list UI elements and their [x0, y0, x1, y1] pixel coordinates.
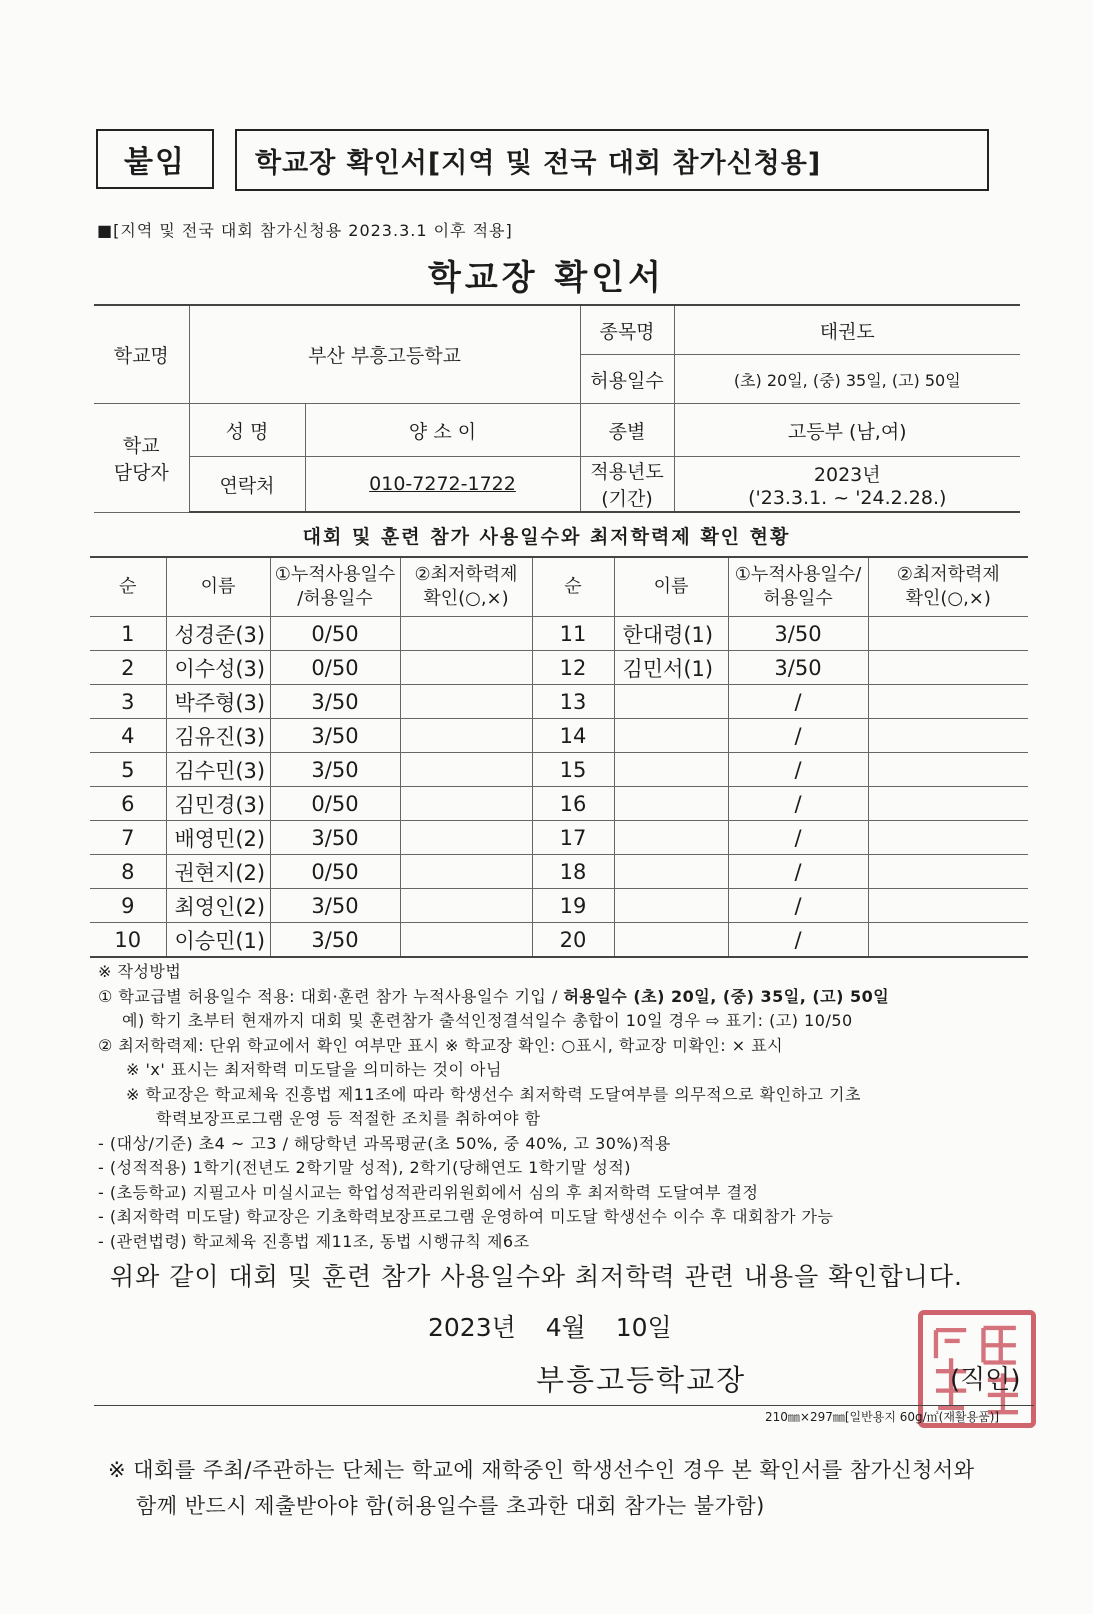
seal-label: (직인)	[950, 1365, 1021, 1395]
contact-label: 연락처	[189, 457, 305, 513]
student-name-right	[614, 685, 728, 719]
header-check-left-2: 확인(○,×)	[423, 588, 509, 609]
row-number-left: 3	[90, 685, 166, 719]
instruction-detail-4: - (최저학력 미도달) 학교장은 기초학력보장프로그램 운영하여 미도달 학생선수 이수 후 대회참가 가능	[98, 1207, 834, 1226]
days-used-right: /	[728, 753, 868, 787]
table-row	[90, 821, 1028, 855]
days-used-left: 3/50	[270, 753, 400, 787]
academic-check-left	[400, 651, 532, 685]
instructions-heading: ※ 작성방법	[98, 962, 182, 981]
student-name-left: 성경준(3)	[166, 617, 270, 651]
academic-check-right	[868, 719, 1028, 753]
year-label	[580, 457, 674, 513]
days-used-right: 3/50	[728, 617, 868, 651]
footer-line-1: ※ 대회를 주최/주관하는 단체는 학교에 재학중인 학생선수인 경우 본 확인서를 참가신청서와	[108, 1458, 975, 1482]
days-used-right: /	[728, 923, 868, 958]
row-number-right: 15	[532, 753, 614, 787]
principal-name: 부흥고등학교장	[536, 1363, 747, 1397]
row-number-left: 7	[90, 821, 166, 855]
days-used-left: 3/50	[270, 889, 400, 923]
name-value: 양 소 이	[305, 404, 580, 457]
days-used-right: /	[728, 787, 868, 821]
academic-check-right	[868, 889, 1028, 923]
manager-label-line1: 학교	[122, 434, 160, 457]
instruction-note-1: ※ 'x' 표시는 최저학력 미도달을 의미하는 것이 아님	[126, 1060, 502, 1079]
days-used-left: 3/50	[270, 685, 400, 719]
table-row	[90, 855, 1028, 889]
days-used-left: 3/50	[270, 719, 400, 753]
row-number-left: 2	[90, 651, 166, 685]
header-check-right	[868, 557, 1028, 617]
academic-check-left	[400, 889, 532, 923]
row-number-left: 1	[90, 617, 166, 651]
days-used-left: 3/50	[270, 923, 400, 958]
allowed-days-value: (초) 20일, (중) 35일, (고) 50일	[674, 355, 1020, 404]
category-value: 고등부 (남,여)	[674, 404, 1020, 457]
academic-check-left	[400, 923, 532, 958]
days-used-right: /	[728, 821, 868, 855]
header-days-left-2: /허용일수	[297, 588, 373, 609]
instruction-item-2: ② 최저학력제: 단위 학교에서 확인 여부만 표시 ※ 학교장 확인: ○표시, 학교장 미확인: × 표시	[98, 1035, 784, 1055]
footer-note	[108, 1452, 975, 1524]
table-row	[90, 889, 1028, 923]
name-label: 성 명	[189, 404, 305, 457]
row-number-right: 19	[532, 889, 614, 923]
academic-check-left	[400, 821, 532, 855]
instruction-note-2a: ※ 학교장은 학교체육 진흥법 제11조에 따라 학생선수 최저학력 도달여부를 의무적으로 확인하고 기초	[126, 1084, 861, 1104]
table-row	[90, 923, 1028, 958]
days-used-right: 3/50	[728, 651, 868, 685]
student-name-left: 이승민(1)	[166, 923, 270, 958]
row-number-right: 18	[532, 855, 614, 889]
contact-value: 010-7272-1722	[369, 473, 516, 495]
days-used-right: /	[728, 685, 868, 719]
school-info-table	[94, 304, 1020, 513]
student-name-left: 배영민(2)	[166, 821, 270, 855]
school-value: 부산 부흥고등학교	[189, 305, 580, 404]
header-check-left-1: ②최저학력제	[414, 564, 518, 585]
header-days-left-1: ①누적사용일수	[274, 564, 396, 585]
category-label: 종별	[580, 404, 674, 457]
student-name-left: 박주형(3)	[166, 685, 270, 719]
header-no-right: 순	[532, 557, 614, 617]
row-number-right: 12	[532, 651, 614, 685]
student-table	[90, 556, 1028, 958]
row-number-right: 11	[532, 617, 614, 651]
footer-divider	[94, 1405, 1034, 1406]
row-number-right: 14	[532, 719, 614, 753]
confirmation-text: 위와 같이 대회 및 훈련 참가 사용일수와 최저학력 관련 내용을 확인합니다.	[110, 1262, 963, 1291]
student-name-left: 김수민(3)	[166, 753, 270, 787]
row-number-right: 17	[532, 821, 614, 855]
issue-date: 2023년 4월 10일	[428, 1313, 672, 1342]
table-row	[90, 685, 1028, 719]
student-name-right: 한대령(1)	[614, 617, 728, 651]
header-days-right-2: 허용일수	[763, 588, 833, 609]
year-label-line1: 적용년도	[590, 461, 664, 483]
student-name-right	[614, 787, 728, 821]
table-row	[90, 617, 1028, 651]
academic-check-right	[868, 651, 1028, 685]
table-row	[90, 651, 1028, 685]
row-number-left: 10	[90, 923, 166, 958]
instruction-item-1b: 허용일수 (초) 20일, (중) 35일, (고) 50일	[563, 986, 890, 1006]
instruction-item-1	[98, 985, 1048, 1010]
academic-check-left	[400, 855, 532, 889]
academic-check-left	[400, 787, 532, 821]
days-used-right: /	[728, 889, 868, 923]
document-header: 학교장 확인서[지역 및 전국 대회 참가신청용]	[235, 129, 989, 191]
instruction-detail-1: - (대상/기준) 초4 ~ 고3 / 해당학년 과목평균(초 50%, 중 40%, 고 30%)적용	[98, 1133, 671, 1153]
row-number-left: 9	[90, 889, 166, 923]
days-used-left: 0/50	[270, 855, 400, 889]
academic-check-left	[400, 617, 532, 651]
manager-label-line2: 담당자	[113, 461, 169, 484]
academic-check-left	[400, 685, 532, 719]
student-name-right	[614, 719, 728, 753]
year-label-line2: (기간)	[601, 488, 653, 510]
manager-label	[94, 404, 189, 513]
row-number-right: 20	[532, 923, 614, 958]
student-name-right: 김민서(1)	[614, 651, 728, 685]
header-days-left	[270, 557, 400, 617]
header-check-right-2: 확인(○,×)	[905, 588, 991, 609]
contact-cell	[305, 457, 580, 513]
header-no-left: 순	[90, 557, 166, 617]
row-number-left: 5	[90, 753, 166, 787]
student-name-right	[614, 855, 728, 889]
academic-check-left	[400, 719, 532, 753]
days-used-left: 0/50	[270, 787, 400, 821]
header-name-left: 이름	[166, 557, 270, 617]
academic-check-left	[400, 753, 532, 787]
footer-line-2: 함께 반드시 제출받아야 함(허용일수를 초과한 대회 참가는 불가함)	[136, 1494, 765, 1518]
student-name-left: 김유진(3)	[166, 719, 270, 753]
header-check-right-1: ②최저학력제	[896, 564, 1000, 585]
sport-label: 종목명	[580, 305, 674, 355]
page-title: 학교장 확인서	[428, 258, 665, 298]
table-row	[90, 787, 1028, 821]
instruction-item-1a: ① 학교급별 허용일수 적용: 대회·훈련 참가 누적사용일수 기입 /	[98, 986, 564, 1006]
table-header-row	[90, 557, 1028, 617]
year-value-line2: ('23.3.1. ~ '24.2.28.)	[748, 486, 947, 509]
academic-check-right	[868, 753, 1028, 787]
student-name-right	[614, 889, 728, 923]
instruction-detail-2: - (성적적용) 1학기(전년도 2학기말 성적), 2학기(당해연도 1학기말 성적)	[98, 1158, 632, 1177]
paper-spec: 210㎜×297㎜[일반용지 60g/㎡(재활용품)]	[765, 1410, 1000, 1424]
header-check-left	[400, 557, 532, 617]
student-name-left: 김민경(3)	[166, 787, 270, 821]
apply-note: ■[지역 및 전국 대회 참가신청용 2023.3.1 이후 적용]	[97, 221, 513, 240]
year-value-line1: 2023년	[813, 463, 881, 486]
row-number-right: 13	[532, 685, 614, 719]
table-row	[90, 719, 1028, 753]
academic-check-right	[868, 821, 1028, 855]
year-value	[674, 457, 1020, 513]
academic-check-right	[868, 685, 1028, 719]
header-days-right-1: ①누적사용일수/	[734, 564, 862, 585]
instruction-note-2b: 학력보장프로그램 운영 등 적절한 조치를 취하여야 함	[156, 1109, 541, 1128]
instruction-example: 예) 학기 초부터 현재까지 대회 및 훈련참가 출석인정결석일수 총합이 10일 경우 ⇨ 표기: (고) 10/50	[122, 1011, 853, 1030]
academic-check-right	[868, 923, 1028, 958]
student-name-left: 최영인(2)	[166, 889, 270, 923]
student-name-right	[614, 753, 728, 787]
academic-check-right	[868, 617, 1028, 651]
academic-check-right	[868, 787, 1028, 821]
table-row	[90, 753, 1028, 787]
header-name-right: 이름	[614, 557, 728, 617]
academic-check-right	[868, 855, 1028, 889]
row-number-right: 16	[532, 787, 614, 821]
row-number-left: 8	[90, 855, 166, 889]
instruction-detail-3: - (초등학교) 지필고사 미실시교는 학업성적관리위원회에서 심의 후 최저학력 도달여부 결정	[98, 1182, 759, 1202]
student-name-right	[614, 923, 728, 958]
student-name-left: 권현지(2)	[166, 855, 270, 889]
student-name-right	[614, 821, 728, 855]
days-used-left: 0/50	[270, 617, 400, 651]
days-used-right: /	[728, 855, 868, 889]
attachment-label: 붙임	[96, 129, 214, 189]
section-title: 대회 및 훈련 참가 사용일수와 최저학력제 확인 현황	[302, 526, 791, 548]
instructions	[98, 960, 1048, 1254]
days-used-right: /	[728, 719, 868, 753]
days-used-left: 3/50	[270, 821, 400, 855]
days-used-left: 0/50	[270, 651, 400, 685]
allowed-days-label: 허용일수	[580, 355, 674, 404]
header-days-right	[728, 557, 868, 617]
row-number-left: 6	[90, 787, 166, 821]
school-label: 학교명	[94, 305, 189, 404]
row-number-left: 4	[90, 719, 166, 753]
student-name-left: 이수성(3)	[166, 651, 270, 685]
instruction-detail-5: - (관련법령) 학교체육 진흥법 제11조, 동법 시행규칙 제6조	[98, 1231, 530, 1251]
sport-value: 태권도	[674, 305, 1020, 355]
